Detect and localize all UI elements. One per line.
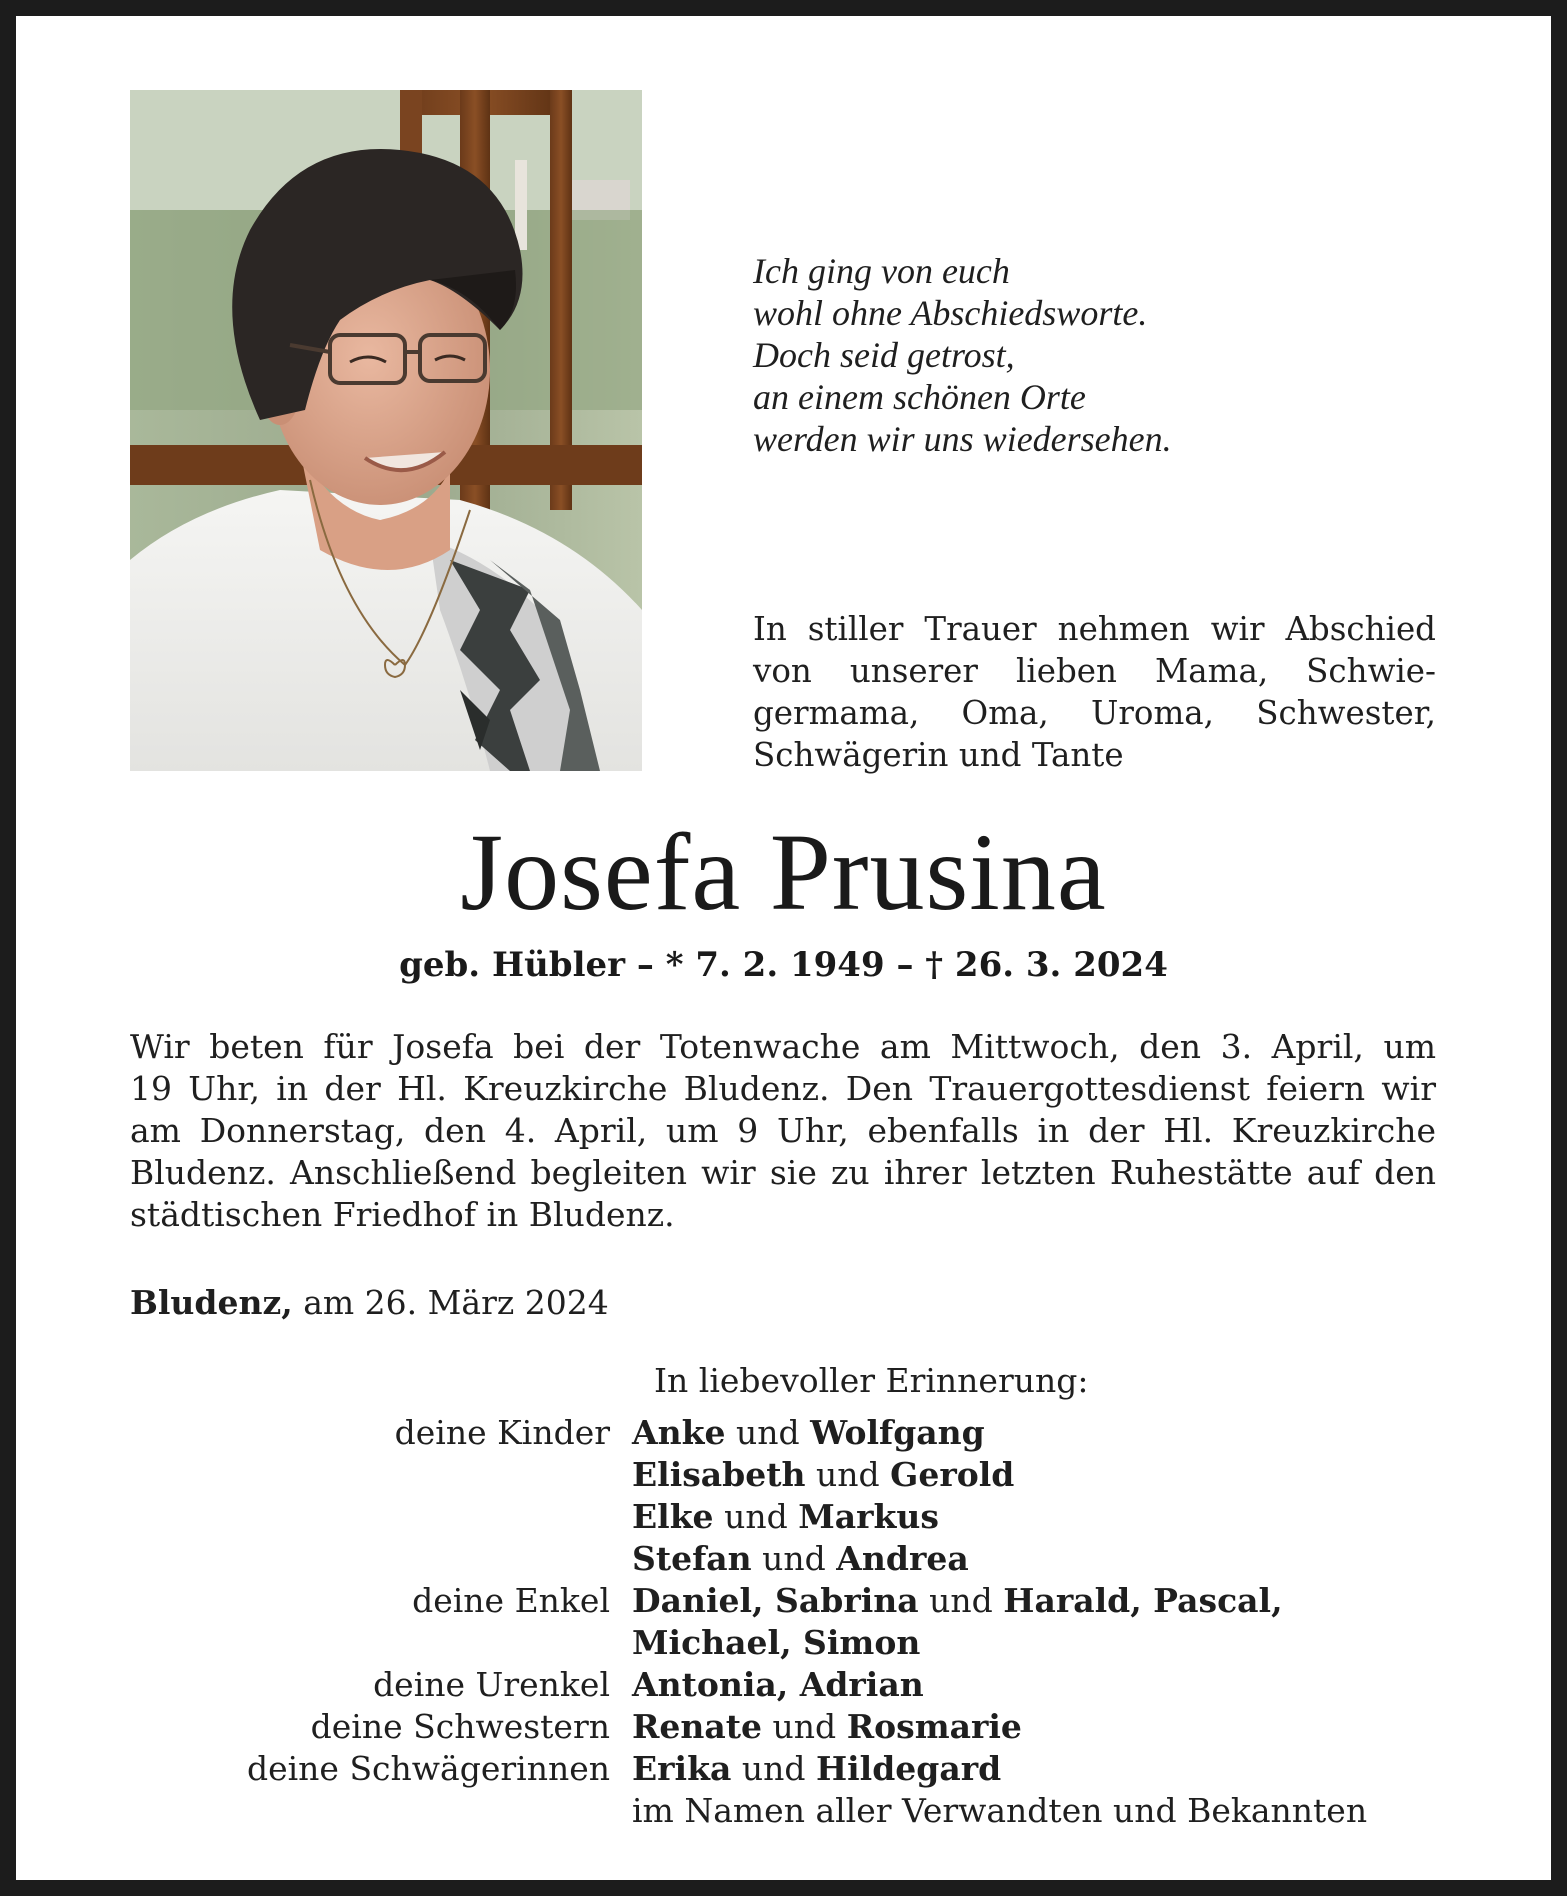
intro-line: In stiller Trauer nehmen wir Abschied <box>753 610 1436 648</box>
family-label <box>130 1622 632 1664</box>
portrait-photo <box>130 90 642 771</box>
family-list <box>130 1412 1450 1832</box>
poem-line: Ich ging von euch <box>753 251 1010 291</box>
family-label <box>130 1538 632 1580</box>
family-names: Elisabeth und Gerold <box>632 1455 1015 1494</box>
family-label: deine Enkel <box>412 1581 610 1620</box>
family-names: Antonia, Adrian <box>632 1665 924 1704</box>
service-text <box>130 1026 1436 1236</box>
intro-line: germama, Oma, Uroma, Schwester, <box>753 694 1436 732</box>
family-row <box>130 1706 1450 1748</box>
intro-line: von unserer lieben Mama, Schwie- <box>753 652 1436 690</box>
service-line: städtischen Friedhof in Bludenz. <box>130 1195 675 1234</box>
family-row <box>130 1748 1450 1790</box>
place-date-text: am 26. März 2024 <box>303 1283 609 1322</box>
family-row <box>130 1454 1450 1496</box>
deceased-dates: geb. Hübler – * 7. 2. 1949 – † 26. 3. 2024 <box>399 945 1168 985</box>
intro-text <box>753 608 1436 776</box>
poem <box>753 250 1453 460</box>
family-names: Anke und Wolfgang <box>632 1413 985 1452</box>
family-names: Daniel, Sabrina und Harald, Pascal, <box>632 1581 1283 1620</box>
poem-line: Doch seid getrost, <box>753 335 1015 375</box>
family-row <box>130 1412 1450 1454</box>
family-label: deine Urenkel <box>373 1665 610 1704</box>
place-town: Bludenz, <box>130 1283 293 1322</box>
family-closing: im Namen aller Verwandten und Bekannten <box>632 1791 1368 1830</box>
deceased-name: Josefa Prusina <box>460 811 1107 933</box>
family-label <box>130 1496 632 1538</box>
family-label <box>130 1790 632 1832</box>
family-names: Stefan und Andrea <box>632 1539 969 1578</box>
intro-line: Schwägerin und Tante <box>753 736 1124 774</box>
family-label: deine Kinder <box>394 1413 610 1452</box>
family-label: deine Schwägerinnen <box>246 1749 610 1788</box>
service-line: Wir beten für Josefa bei der Totenwache am Mittwoch, den 3. April, um <box>130 1027 1436 1066</box>
family-names: Renate und Rosmarie <box>632 1707 1022 1746</box>
service-line: am Donnerstag, den 4. April, um 9 Uhr, ebenfalls in der Hl. Kreuzkirche <box>130 1111 1436 1150</box>
family-row <box>130 1664 1450 1706</box>
family-names: Erika und Hildegard <box>632 1749 1002 1788</box>
family-label <box>130 1454 632 1496</box>
poem-line: werden wir uns wiedersehen. <box>753 419 1172 459</box>
family-row <box>130 1622 1450 1664</box>
family-row <box>130 1790 1450 1832</box>
family-row <box>130 1538 1450 1580</box>
service-line: 19 Uhr, in der Hl. Kreuzkirche Bludenz. Den Trauergottesdienst feiern wir <box>130 1069 1436 1108</box>
family-row <box>130 1496 1450 1538</box>
family-names: Elke und Markus <box>632 1497 939 1536</box>
place-date <box>130 1282 609 1324</box>
poem-line: an einem schönen Orte <box>753 377 1086 417</box>
memory-heading: In liebevoller Erinnerung: <box>654 1361 1089 1400</box>
family-names: Michael, Simon <box>632 1623 921 1662</box>
family-row <box>130 1580 1450 1622</box>
poem-line: wohl ohne Abschiedsworte. <box>753 293 1148 333</box>
family-label: deine Schwestern <box>310 1707 610 1746</box>
service-line: Bludenz. Anschließend begleiten wir sie zu ihrer letzten Ruhestätte auf den <box>130 1153 1436 1192</box>
